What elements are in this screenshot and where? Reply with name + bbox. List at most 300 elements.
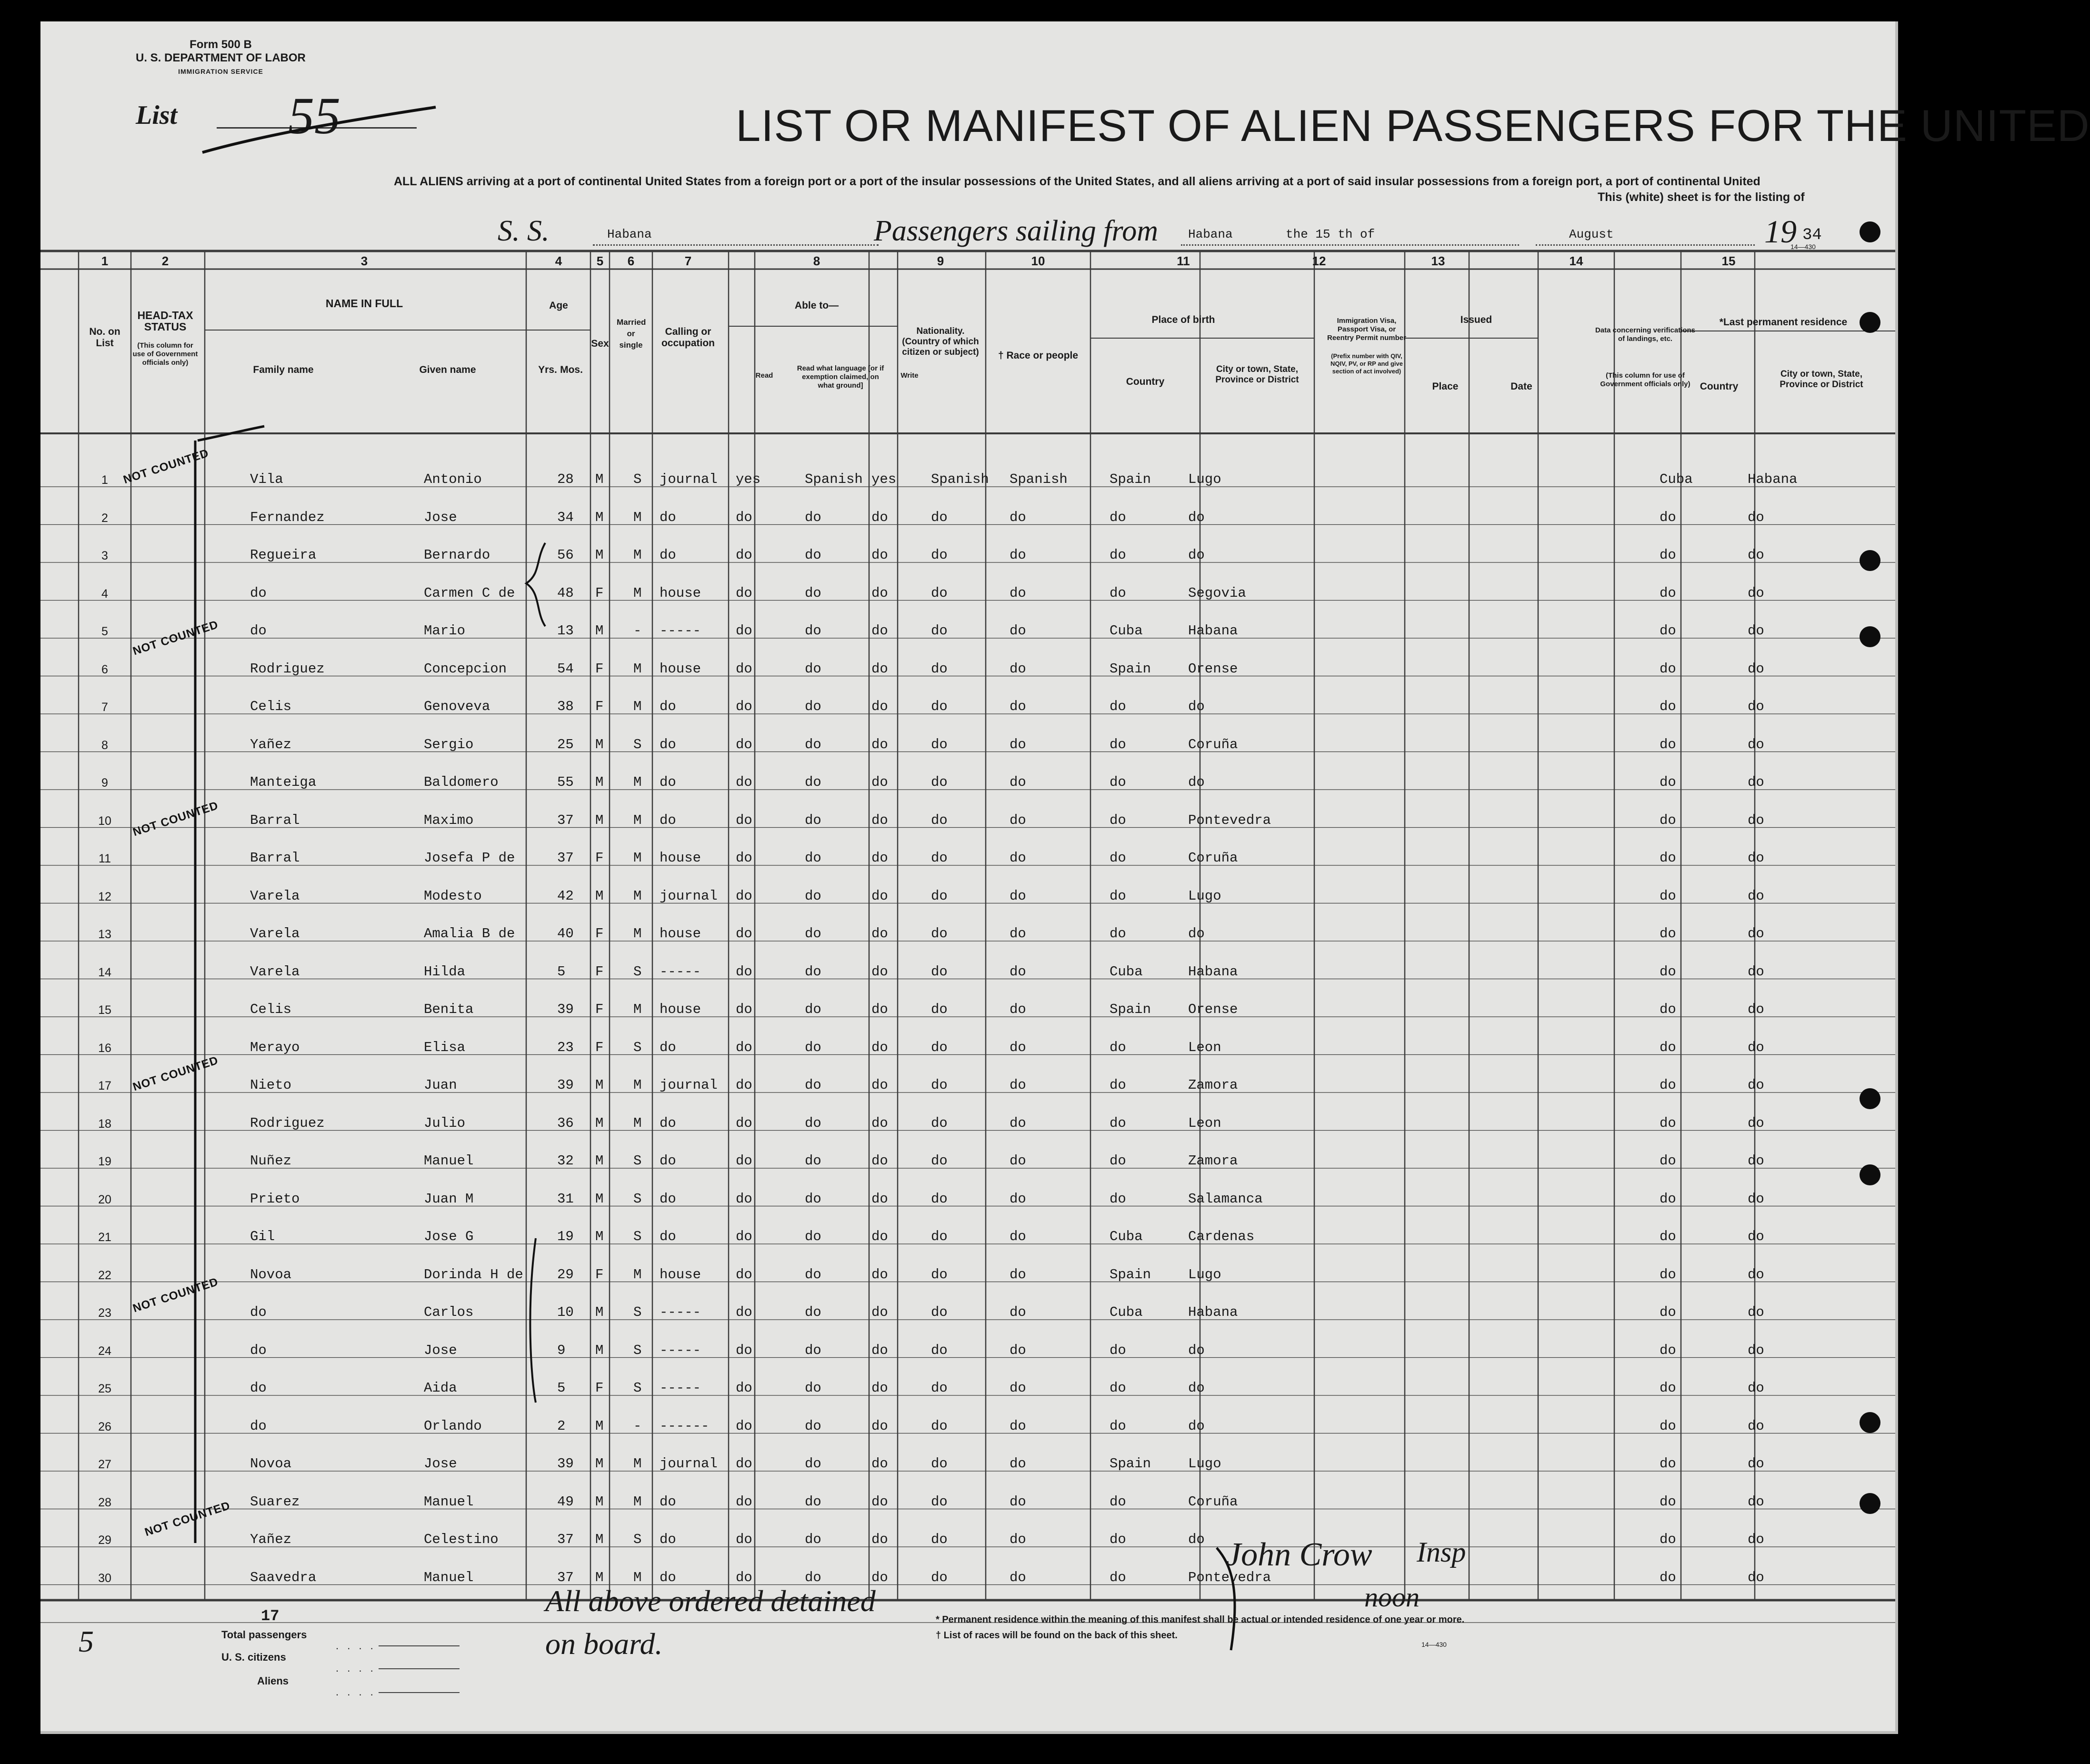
read-cell: do [736,888,752,904]
language-cell: do [805,850,821,866]
language-cell: do [805,774,821,790]
birth-city-cell: Habana [1188,623,1238,639]
marital-status-cell: S [633,1304,642,1320]
read-cell: do [736,1380,752,1396]
given-name-cell: Orlando [424,1418,482,1434]
write-cell: do [871,888,888,904]
given-name-cell: Manuel [424,1493,474,1510]
calling-cell: do [660,699,676,714]
marital-status-cell: M [633,585,642,601]
marital-status-cell: M [633,1493,642,1510]
sex-cell: M [595,1304,604,1320]
read-cell: do [736,1077,752,1093]
not-counted-stamp: NOT COUNTED [131,1275,220,1315]
family-name-cell: do [250,1304,267,1320]
write-cell: do [871,1077,888,1093]
birth-country-cell: Spain [1110,1266,1151,1283]
header-read-language: Read what language [or if exemption claimed, on what ground] [797,364,884,390]
age-cell: 38 [557,699,574,714]
row-number: 27 [98,1458,111,1471]
language-cell: do [805,812,821,828]
language-cell: do [805,963,821,980]
given-name-cell: Amalia B de [424,926,515,942]
race-cell: do [1010,1266,1026,1283]
given-name-cell: Jose [424,1456,457,1472]
nationality-cell: do [931,699,948,714]
age-cell: 39 [557,1077,574,1093]
calling-cell: journal [660,471,718,487]
residence-country-cell: do [1660,585,1676,601]
given-name-cell: Dorinda H de [424,1266,523,1283]
birth-city-cell: Leon [1188,1115,1221,1131]
calling-cell: do [660,509,676,525]
calling-cell: ----- [660,1304,701,1320]
read-cell: do [736,1304,752,1320]
residence-city-cell: do [1748,509,1764,525]
residence-city-cell: do [1748,1532,1764,1547]
nationality-cell: Spanish [931,471,989,487]
residence-city-cell: do [1748,1418,1764,1434]
race-cell: do [1010,926,1026,942]
row-number: 26 [98,1420,111,1433]
birth-city-cell: Cardenas [1188,1229,1255,1244]
read-cell: do [736,1456,752,1472]
given-name-cell: Manuel [424,1153,474,1169]
age-cell: 13 [557,623,574,639]
language-cell: do [805,1456,821,1472]
header-family-name: Family name [253,364,314,375]
header-age: Age [549,300,568,311]
calling-cell: ----- [660,963,701,980]
marital-status-cell: M [633,547,642,563]
marital-status-cell: M [633,509,642,525]
calling-cell: house [660,661,701,677]
not-counted-stamp: NOT COUNTED [143,1499,232,1539]
calling-cell: house [660,1002,701,1017]
given-name-cell: Genoveva [424,699,490,714]
header-birth-city: City or town, State, Province or District [1215,364,1299,385]
read-cell: do [736,1229,752,1244]
residence-country-cell: do [1660,1002,1676,1017]
read-cell: do [736,1039,752,1055]
total-count: 17 [261,1607,280,1625]
sex-cell: M [595,1418,604,1434]
nationality-cell: do [931,1077,948,1093]
header-race: † Race or people [998,350,1079,361]
total-dots: . . . . [336,1640,376,1652]
marital-status-cell: S [633,1039,642,1055]
residence-country-cell: do [1660,1532,1676,1547]
header-age-years: Yrs. [538,364,557,375]
write-cell: do [871,1191,888,1207]
family-name-cell: Gil [250,1229,275,1244]
residence-city-cell: do [1748,1002,1764,1017]
birth-city-cell: Leon [1188,1039,1221,1055]
sex-cell: F [595,1039,604,1055]
birth-country-cell: Spain [1110,661,1151,677]
sailing-label: Passengers sailing from [874,215,1159,247]
residence-city-cell: do [1748,547,1764,563]
nationality-cell: do [931,1569,948,1585]
calling-cell: do [660,1493,676,1510]
residence-city-cell: do [1748,1229,1764,1244]
row-number: 12 [98,890,111,903]
write-cell: do [871,1002,888,1017]
row-number: 16 [98,1041,111,1055]
family-name-cell: do [250,1342,267,1358]
residence-country-cell: do [1660,1115,1676,1131]
department-name: U. S. DEPARTMENT OF LABOR [136,51,306,64]
birth-city-cell: Pontevedra [1188,1569,1271,1585]
write-cell: do [871,774,888,790]
footnote-races: † List of races will be found on the back of this sheet. [936,1630,1178,1641]
given-name-cell: Benita [424,1002,474,1017]
residence-city-cell: do [1748,1191,1764,1207]
birth-country-cell: do [1110,1532,1126,1547]
marital-status-cell: M [633,1569,642,1585]
read-cell: do [736,1266,752,1283]
language-cell: do [805,736,821,752]
header-data-note: (This column for use of Government officials only) [1600,371,1690,388]
given-name-cell: Jose [424,1342,457,1358]
age-cell: 25 [557,736,574,752]
citizens-dots: . . . . [336,1662,376,1674]
birth-city-cell: do [1188,1532,1205,1547]
residence-country-cell: do [1660,1229,1676,1244]
row-number: 20 [98,1193,111,1206]
given-name-cell: Elisa [424,1039,466,1055]
given-name-cell: Juan [424,1077,457,1093]
sex-cell: M [595,812,604,828]
nationality-cell: do [931,623,948,639]
age-cell: 23 [557,1039,574,1055]
birth-city-cell: Lugo [1188,1456,1221,1472]
calling-cell: house [660,1266,701,1283]
nationality-cell: do [931,774,948,790]
language-cell: do [805,1002,821,1017]
sex-cell: M [595,888,604,904]
calling-cell: journal [660,1077,718,1093]
read-cell: do [736,585,752,601]
marital-status-cell: S [633,736,642,752]
language-cell: do [805,1380,821,1396]
marital-status-cell: M [633,661,642,677]
race-cell: do [1010,1493,1026,1510]
header-residence-country: Country [1700,381,1739,392]
birth-country-cell: Cuba [1110,963,1143,980]
residence-country-cell: do [1660,1039,1676,1055]
birth-city-cell: do [1188,547,1205,563]
residence-city-cell: Habana [1748,471,1798,487]
residence-country-cell: do [1660,1418,1676,1434]
write-cell: do [871,1304,888,1320]
sex-cell: F [595,1002,604,1017]
header-residence-city: City or town, State, Province or District [1780,369,1863,390]
read-cell: do [736,661,752,677]
age-cell: 42 [557,888,574,904]
read-cell: do [736,623,752,639]
row-number: 6 [101,662,108,676]
col-number-5: 5 [596,254,604,268]
calling-cell: do [660,1532,676,1547]
read-cell: do [736,1418,752,1434]
marital-status-cell: S [633,1532,642,1547]
header-calling: Calling or occupation [661,326,715,349]
birth-country-cell: do [1110,812,1126,828]
age-cell: 40 [557,926,574,942]
family-name-cell: Prieto [250,1191,300,1207]
nationality-cell: do [931,1456,948,1472]
calling-cell: journal [660,888,718,904]
year-prefix: 19 [1764,213,1797,250]
marital-status-cell: M [633,774,642,790]
nationality-cell: do [931,547,948,563]
list-label: List [136,100,178,130]
residence-city-cell: do [1748,623,1764,639]
read-cell: do [736,1342,752,1358]
form-number: Form 500 B [190,38,252,51]
given-name-cell: Jose G [424,1229,474,1244]
row-number: 30 [98,1571,111,1585]
detention-note-2: on board. [545,1627,663,1661]
family-name-cell: Vila [250,471,283,487]
marital-status-cell: - [633,1418,642,1434]
intro-text: ALL ALIENS arriving at a port of continental United States from a foreign port or a port of the insular possessions of the United States, and all aliens arriving at a port of said insular possessions from a foreign port, a port of continental United [394,175,1760,188]
birth-country-cell: Spain [1110,1002,1151,1017]
col-number-1: 1 [101,254,109,268]
marital-status-cell: M [633,850,642,866]
binder-hole [1860,550,1880,571]
header-last-residence: *Last permanent residence [1719,317,1848,328]
nationality-cell: do [931,1115,948,1131]
write-cell: do [871,623,888,639]
given-name-cell: Hilda [424,963,466,980]
header-age-months: Mos. [560,364,583,375]
given-name-cell: Bernardo [424,547,490,563]
col-number-2: 2 [161,254,169,268]
birth-country-cell: do [1110,1115,1126,1131]
language-cell: do [805,623,821,639]
calling-cell: do [660,547,676,563]
language-cell: do [805,547,821,563]
row-number: 9 [101,776,108,790]
given-name-cell: Antonio [424,471,482,487]
sex-cell: M [595,1456,604,1472]
language-cell: do [805,509,821,525]
binder-hole [1860,1164,1880,1185]
nationality-cell: do [931,812,948,828]
write-cell: do [871,926,888,942]
write-cell: do [871,812,888,828]
binder-hole [1860,1412,1880,1433]
write-cell: do [871,1039,888,1055]
header-sex: Sex [591,338,609,349]
birth-city-cell: do [1188,926,1205,942]
write-cell: do [871,1229,888,1244]
write-cell: do [871,1115,888,1131]
birth-country-cell: Cuba [1110,1304,1143,1320]
header-name-in-full: NAME IN FULL [325,297,403,310]
nationality-cell: do [931,1342,948,1358]
race-cell: do [1010,1077,1026,1093]
sheet-note: This (white) sheet is for the listing of [1598,190,1805,204]
family-name-cell: Manteiga [250,774,317,790]
language-cell: do [805,699,821,714]
calling-cell: do [660,1229,676,1244]
family-name-cell: Celis [250,699,292,714]
family-name-cell: Barral [250,812,300,828]
language-cell: do [805,1493,821,1510]
sex-cell: M [595,547,604,563]
ship-name: Habana [607,227,652,241]
birth-city-cell: Lugo [1188,1266,1221,1283]
birth-city-cell: Orense [1188,1002,1238,1017]
page-title: LIST OR MANIFEST OF ALIEN PASSENGERS FOR THE UNITED [736,100,2090,150]
age-cell: 49 [557,1493,574,1510]
sex-cell: M [595,509,604,525]
read-cell: do [736,850,752,866]
header-issued: Issued [1460,314,1492,325]
race-cell: do [1010,1456,1026,1472]
header-read: Read [755,371,773,380]
write-cell: do [871,1493,888,1510]
marital-status-cell: M [633,812,642,828]
birth-country-cell: do [1110,1191,1126,1207]
age-cell: 37 [557,812,574,828]
residence-city-cell: do [1748,812,1764,828]
birth-city-cell: Pontevedra [1188,812,1271,828]
col-number-14: 14 [1569,254,1583,268]
birth-country-cell: do [1110,736,1126,752]
residence-city-cell: do [1748,585,1764,601]
residence-country-cell: do [1660,661,1676,677]
page-mark: 5 [79,1624,94,1658]
header-issued-place: Place [1432,381,1459,392]
marital-status-cell: M [633,1077,642,1093]
age-cell: 39 [557,1002,574,1017]
read-cell: do [736,1569,752,1585]
write-cell: do [871,1153,888,1169]
departure-day: the 15 th of [1286,227,1375,241]
language-cell: do [805,888,821,904]
birth-city-cell: do [1188,1342,1205,1358]
nationality-cell: do [931,1191,948,1207]
sex-cell: M [595,736,604,752]
residence-city-cell: do [1748,888,1764,904]
col-number-8: 8 [813,254,820,268]
signature-suffix: Insp [1417,1536,1466,1568]
family-name-cell: Barral [250,850,300,866]
given-name-cell: Modesto [424,888,482,904]
row-number: 18 [98,1117,111,1131]
nationality-cell: do [931,1039,948,1055]
birth-country-cell: do [1110,1039,1126,1055]
birth-city-cell: Habana [1188,963,1238,980]
birth-country-cell: do [1110,1569,1126,1585]
header-visa-note: (Prefix number with QIV, NQIV, PV, or RP and give section of act involved) [1330,352,1403,375]
write-cell: do [871,1456,888,1472]
family-name-cell: Nuñez [250,1153,292,1169]
total-passengers-label: Total passengers [221,1629,307,1641]
year-suffix: 34 [1802,226,1822,244]
read-cell: do [736,963,752,980]
given-name-cell: Josefa P de [424,850,515,866]
race-cell: do [1010,1191,1026,1207]
detention-note-1: All above ordered detained [545,1584,876,1618]
residence-city-cell: do [1748,699,1764,714]
aliens-line [379,1692,460,1693]
marital-status-cell: - [633,623,642,639]
sex-cell: M [595,1532,604,1547]
residence-country-cell: do [1660,547,1676,563]
family-name-cell: Yañez [250,1532,292,1547]
residence-country-cell: do [1660,812,1676,828]
language-cell: do [805,1077,821,1093]
col-number-12: 12 [1312,254,1326,268]
col-number-15: 15 [1721,254,1736,268]
row-number: 11 [99,852,111,865]
age-cell: 36 [557,1115,574,1131]
birth-country-cell: do [1110,547,1126,563]
residence-city-cell: do [1748,661,1764,677]
col-number-9: 9 [937,254,944,268]
language-cell: do [805,1229,821,1244]
given-name-cell: Juan M [424,1191,474,1207]
language-cell: do [805,1153,821,1169]
race-cell: do [1010,850,1026,866]
header-head-tax-note: (This column for use of Government officials only) [132,341,198,367]
read-cell: do [736,1115,752,1131]
row-number: 5 [101,625,108,638]
residence-country-cell: do [1660,1266,1676,1283]
header-visa: Immigration Visa, Passport Visa, or Reentry Permit number [1327,317,1406,342]
residence-country-cell: do [1660,509,1676,525]
write-cell: do [871,1418,888,1434]
col-number-7: 7 [684,254,692,268]
race-cell: do [1010,661,1026,677]
residence-city-cell: do [1748,1153,1764,1169]
residence-city-cell: do [1748,1115,1764,1131]
family-name-cell: Novoa [250,1456,292,1472]
race-cell: do [1010,888,1026,904]
sex-cell: M [595,1191,604,1207]
age-cell: 29 [557,1266,574,1283]
binder-hole [1860,626,1880,647]
family-name-cell: Merayo [250,1039,300,1055]
birth-city-cell: Zamora [1188,1077,1238,1093]
write-cell: do [871,585,888,601]
birth-country-cell: do [1110,699,1126,714]
calling-cell: do [660,1569,676,1585]
nationality-cell: do [931,509,948,525]
col-number-6: 6 [627,254,635,268]
race-cell: do [1010,963,1026,980]
calling-cell: journal [660,1456,718,1472]
nationality-cell: do [931,1153,948,1169]
age-cell: 54 [557,661,574,677]
residence-country-cell: do [1660,1077,1676,1093]
birth-city-cell: Zamora [1188,1153,1238,1169]
residence-country-cell: do [1660,1342,1676,1358]
calling-cell: house [660,850,701,866]
residence-country-cell: do [1660,1191,1676,1207]
write-cell: do [871,1569,888,1585]
race-cell: Spanish [1010,471,1068,487]
nationality-cell: do [931,1418,948,1434]
row-number: 3 [101,549,108,562]
birth-city-cell: Salamanca [1188,1191,1263,1207]
age-cell: 10 [557,1304,574,1320]
